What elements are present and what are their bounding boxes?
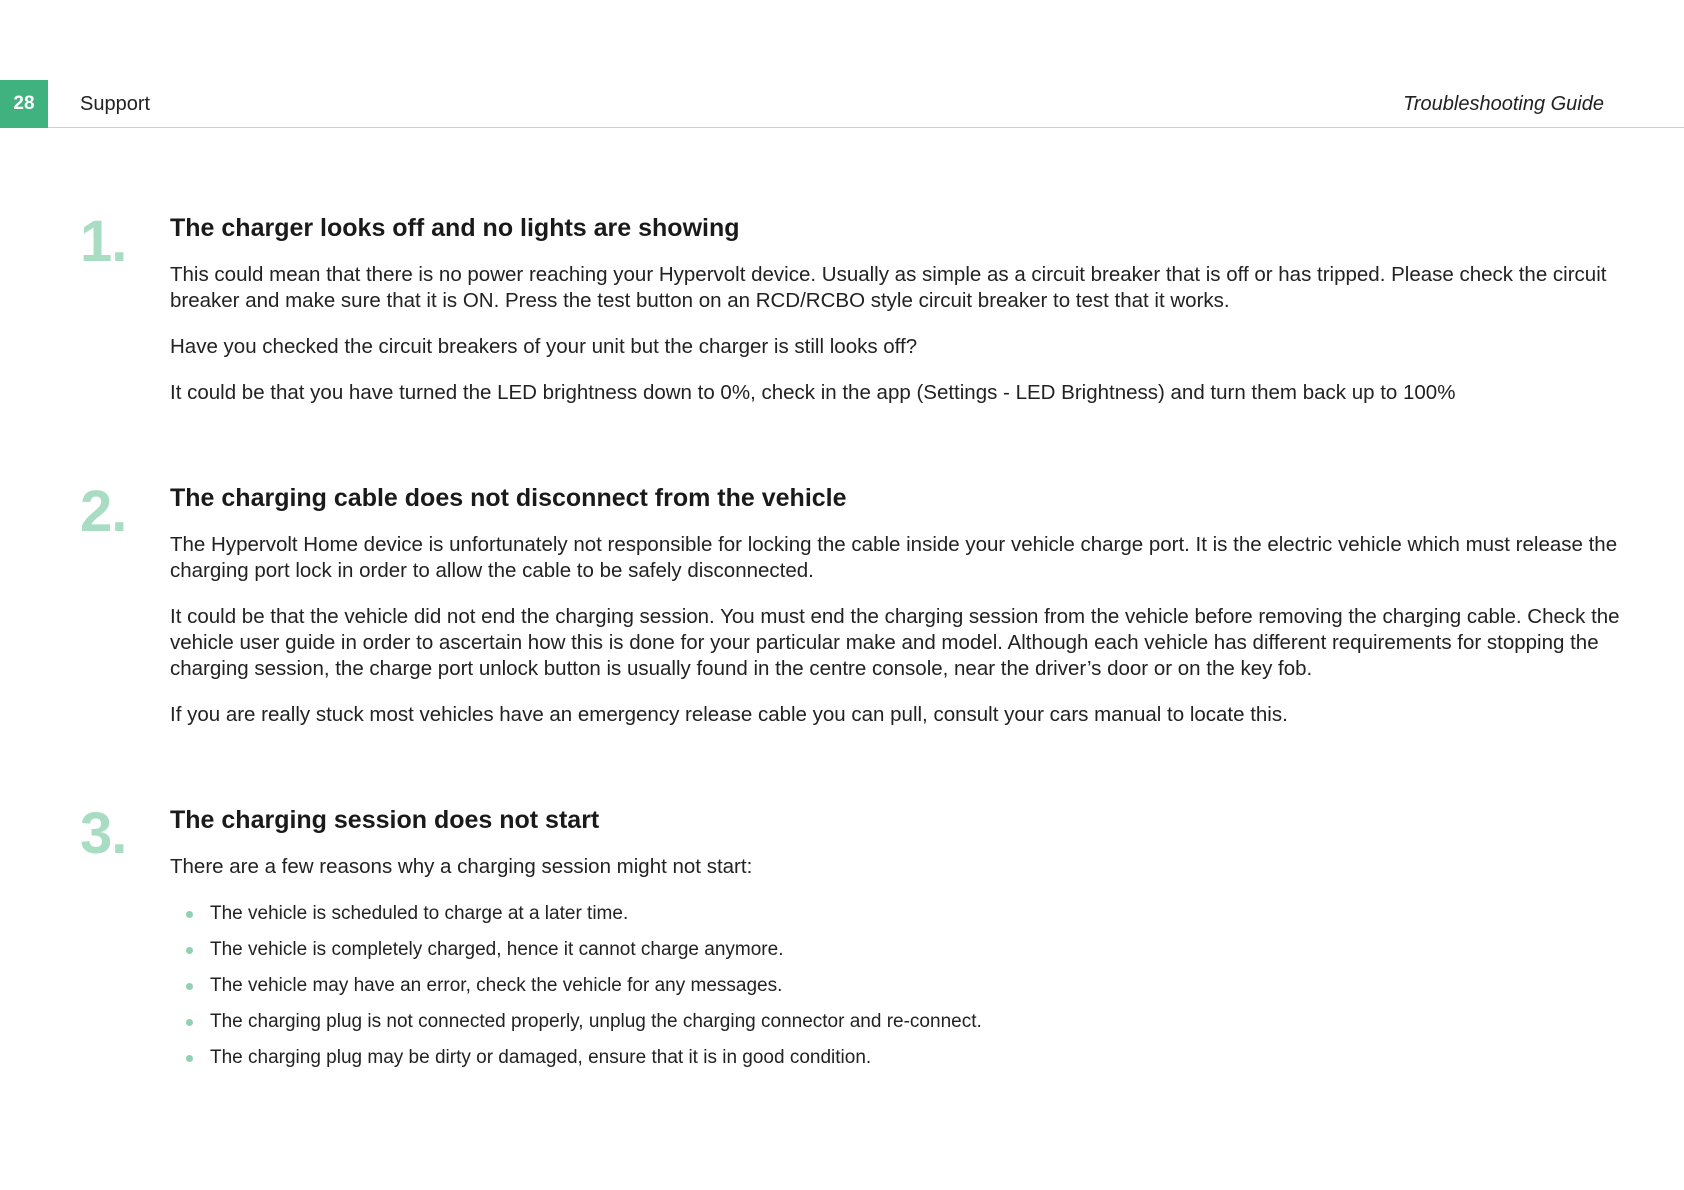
item-heading: The charging cable does not disconnect from the vehicle xyxy=(170,484,847,512)
item-heading: The charger looks off and no lights are showing xyxy=(170,214,740,242)
section-label: Support xyxy=(80,93,151,115)
bullet-dot-icon xyxy=(186,1019,193,1026)
item-body xyxy=(170,212,1670,426)
item-body xyxy=(170,482,1670,748)
page-number-badge: 28 xyxy=(0,80,48,128)
list-item xyxy=(170,902,1670,926)
list-item xyxy=(170,1010,1670,1034)
paragraph: The Hypervolt Home device is unfortunately not responsible for locking the cable inside your vehicle charge port. It is the electric vehicle which must release the charging port lock in order to allow the cable to be safely disconnected. xyxy=(170,533,1618,582)
paragraph: Have you checked the circuit breakers of your unit but the charger is still looks off? xyxy=(170,335,918,358)
page-header xyxy=(0,80,1684,128)
list-item-text: The vehicle is scheduled to charge at a later time. xyxy=(210,903,629,924)
reasons-list xyxy=(170,902,1670,1070)
list-item-text: The charging plug may be dirty or damaged, ensure that it is in good condition. xyxy=(210,1047,872,1068)
item-number: 1. xyxy=(80,209,127,274)
paragraph: There are a few reasons why a charging session might not start: xyxy=(170,855,753,878)
list-item-text: The charging plug is not connected properly, unplug the charging connector and re-connect. xyxy=(210,1011,982,1032)
list-item-text: The vehicle may have an error, check the vehicle for any messages. xyxy=(210,975,783,996)
list-item-text: The vehicle is completely charged, hence it cannot charge anymore. xyxy=(210,939,784,960)
paragraph: It could be that you have turned the LED brightness down to 0%, check in the app (Settings - LED Brightness) and turn them back up to 100% xyxy=(170,381,1456,404)
paragraph: It could be that the vehicle did not end the charging session. You must end the charging session from the vehicle before removing the charging cable. Check the vehicle user guide in order to ascertain how this is done for your particular make and model. Although each vehicle has different requirements for stopping the charging session, the charge port unlock button is usually found in the centre console, near the driver’s door or on the key fob. xyxy=(170,605,1620,680)
list-item xyxy=(170,938,1670,962)
bullet-dot-icon xyxy=(186,1055,193,1062)
bullet-dot-icon xyxy=(186,911,193,918)
item-body xyxy=(170,804,1670,1082)
list-item xyxy=(170,974,1670,998)
paragraph: This could mean that there is no power reaching your Hypervolt device. Usually as simple as a circuit breaker that is off or has tripped. Please check the circuit breaker and make sure that it is ON. Press the test button on an RCD/RCBO style circuit breaker to test that it works. xyxy=(170,263,1607,312)
guide-title: Troubleshooting Guide xyxy=(1403,93,1604,115)
bullet-dot-icon xyxy=(186,983,193,990)
item-heading: The charging session does not start xyxy=(170,806,600,834)
paragraph: If you are really stuck most vehicles have an emergency release cable you can pull, consult your cars manual to locate this. xyxy=(170,703,1288,726)
bullet-dot-icon xyxy=(186,947,193,954)
item-number: 3. xyxy=(80,801,127,866)
item-number: 2. xyxy=(80,479,127,544)
list-item xyxy=(170,1046,1670,1070)
